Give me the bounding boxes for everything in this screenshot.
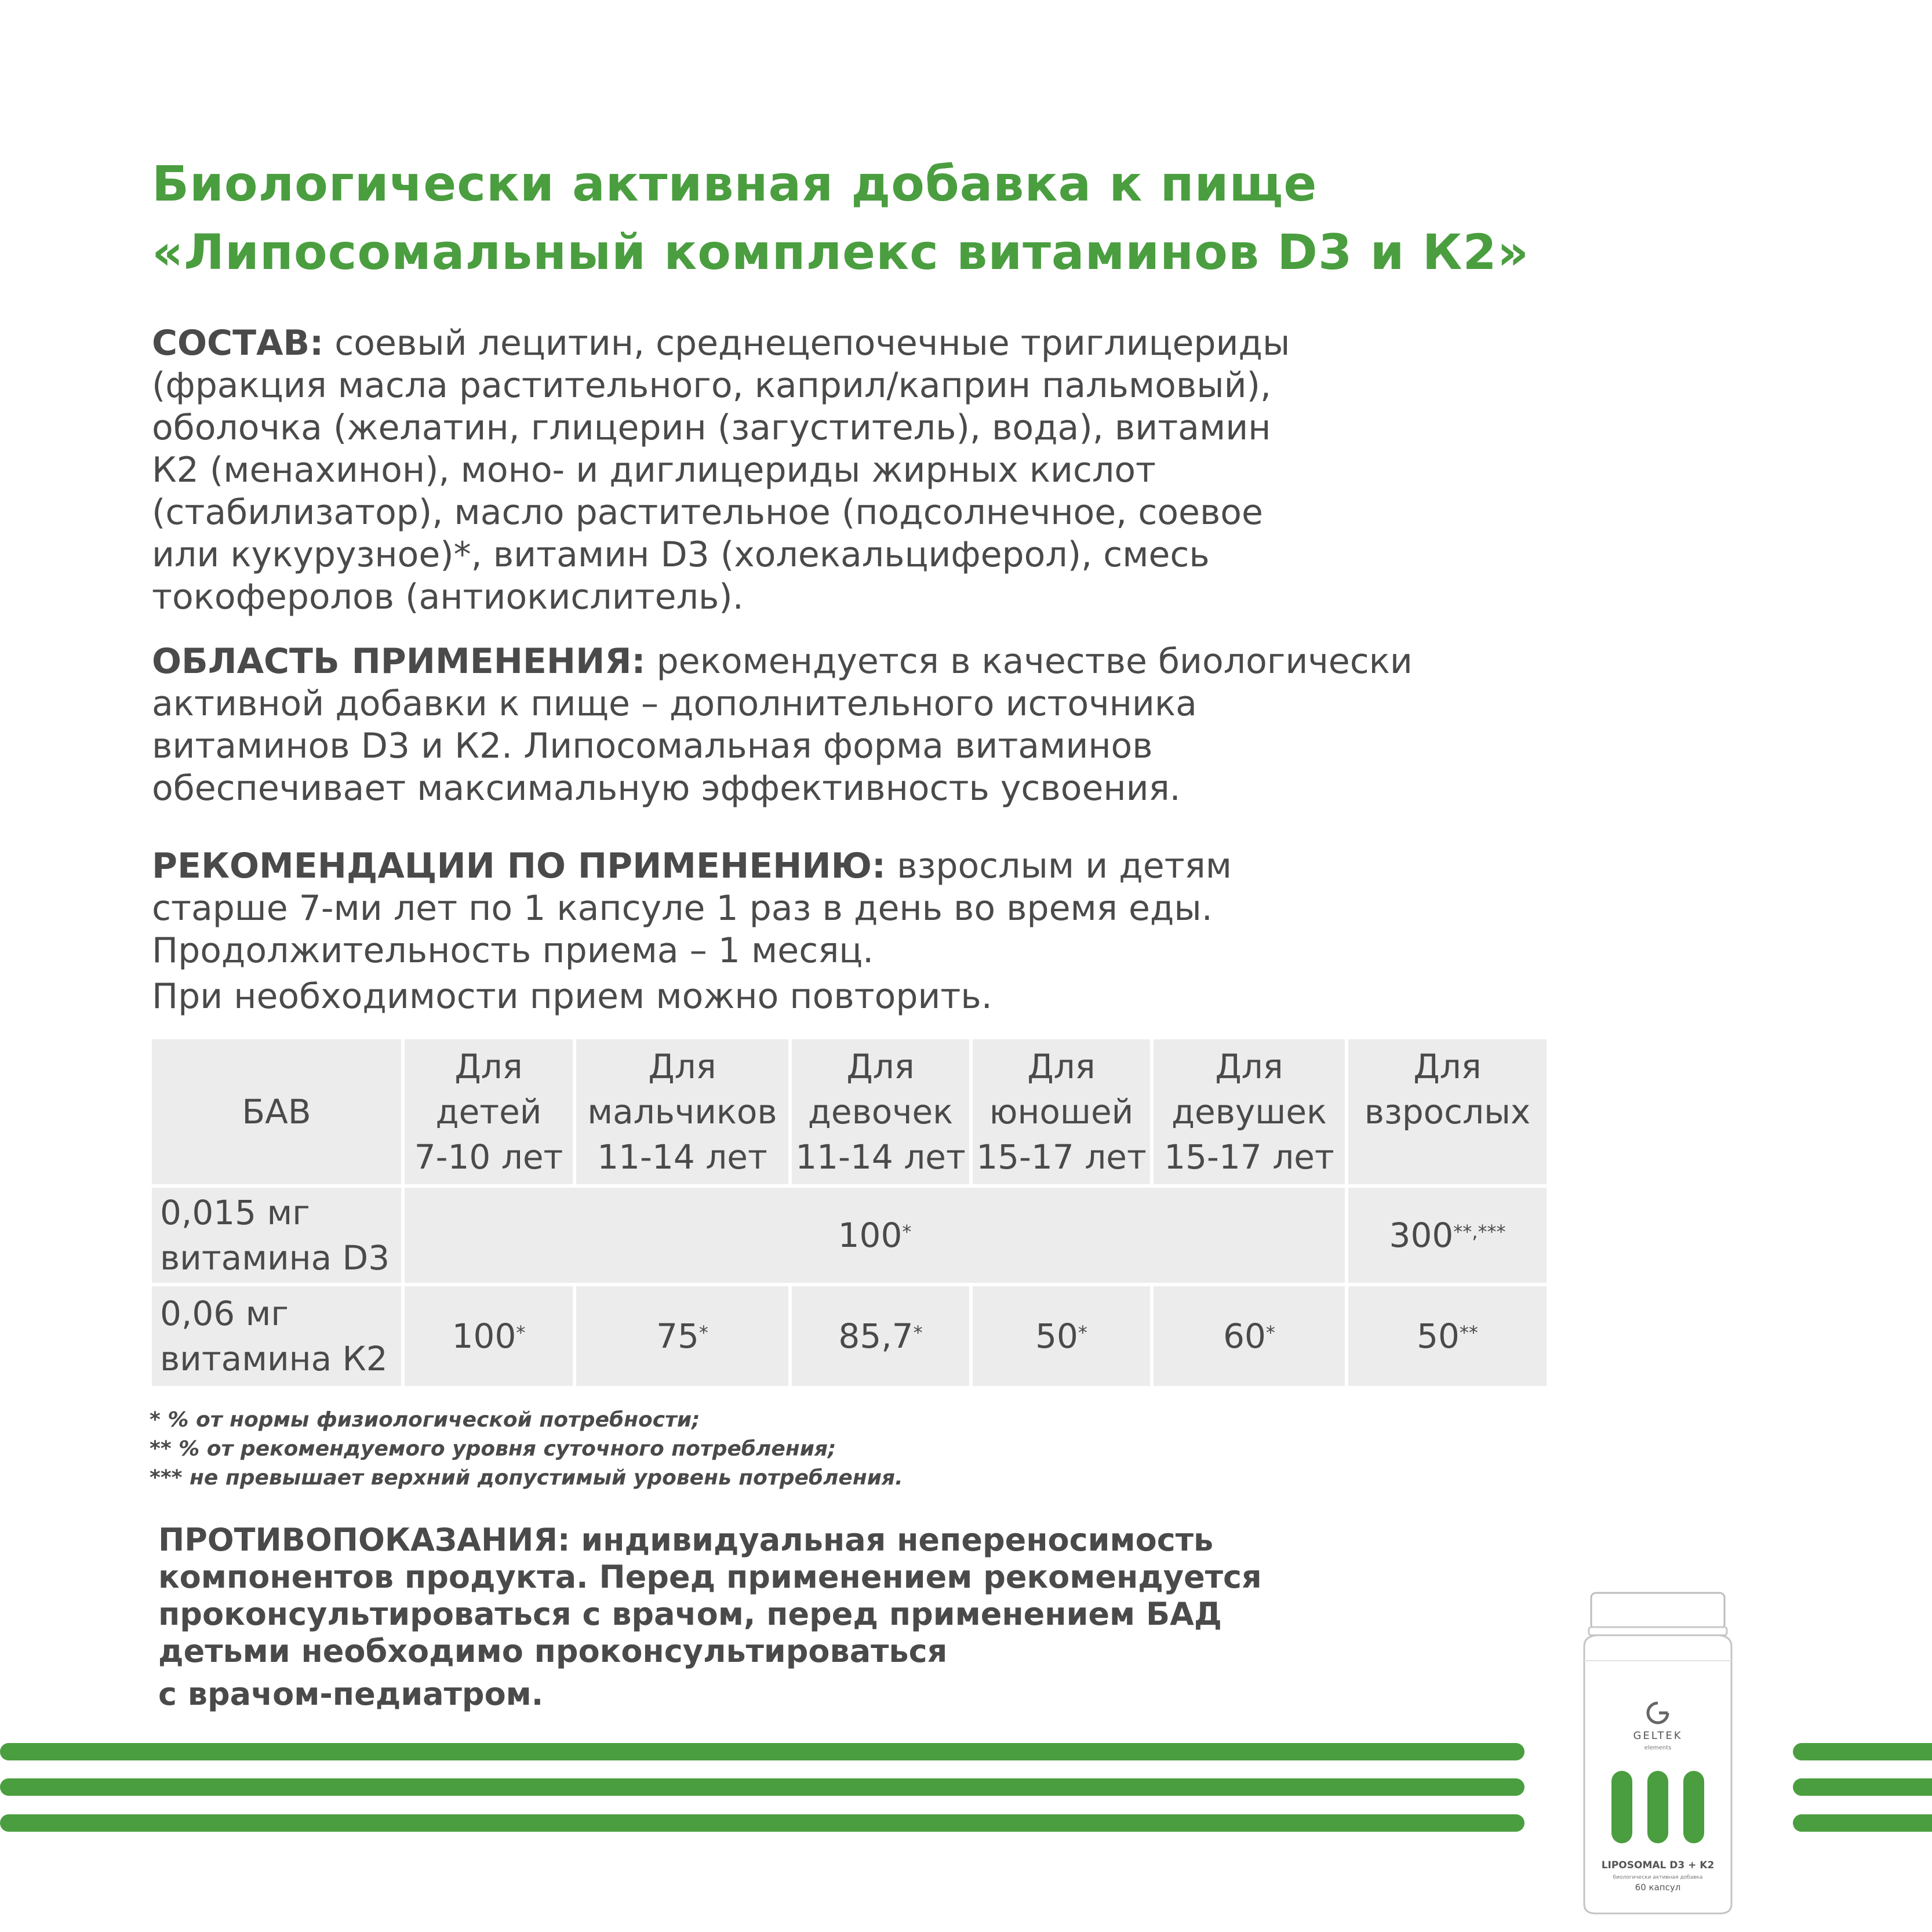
footnotes xyxy=(150,1406,903,1493)
stripe-right-1 xyxy=(1793,1743,1932,1760)
contraindications-line: с врачом-педиатром. xyxy=(158,1676,544,1712)
stripe-right-3 xyxy=(1793,1814,1932,1832)
bottle-product-name: LIPOSOMAL D3 + K2 xyxy=(1601,1860,1715,1871)
contraindications-text: индивидуальная непереносимость xyxy=(570,1522,1214,1558)
table-row-vitamin-k2 xyxy=(152,1286,1547,1386)
k2-value-cell: 60* xyxy=(1154,1286,1348,1386)
table-row-vitamin-d3 xyxy=(152,1188,1547,1286)
composition-section xyxy=(152,322,1601,618)
bottle-neck xyxy=(1589,1627,1727,1635)
recommendations-line: старше 7-ми лет по 1 капсуле 1 раз в день во время еды. xyxy=(152,888,1213,929)
table-header-row xyxy=(152,1039,1547,1188)
recommendations-line: Продолжительность приема – 1 месяц. xyxy=(152,930,874,971)
bottle-cap xyxy=(1591,1593,1724,1629)
composition-text: соевый лецитин, среднецепочечные триглицериды xyxy=(323,323,1290,363)
recommendations-text: взрослым и детям xyxy=(886,846,1232,886)
footnote-3: *** не превышает верхний допустимый уровень потребления. xyxy=(150,1466,903,1490)
footnote-2: ** % от рекомендуемого уровня суточного потребления; xyxy=(150,1437,836,1461)
d3-children-value: 100* xyxy=(405,1188,1348,1286)
stripe-left-2 xyxy=(0,1778,1525,1796)
row-label-k2: 0,06 мг витамина К2 xyxy=(152,1286,405,1386)
usage-area-section xyxy=(152,641,1601,810)
page-title xyxy=(152,150,1601,286)
usage-area-label: ОБЛАСТЬ ПРИМЕНЕНИЯ: xyxy=(152,641,646,682)
footnote-1: * % от нормы физиологической потребности; xyxy=(150,1408,700,1432)
usage-area-line: обеспечивает максимальную эффективность усвоения. xyxy=(152,768,1181,809)
capsule-icon xyxy=(1647,1771,1668,1843)
product-bottle-image xyxy=(1574,1591,1742,1916)
d3-adult-value: 300**,*** xyxy=(1348,1188,1547,1286)
contraindications-section xyxy=(158,1522,1376,1713)
bottle-sub: elements xyxy=(1644,1745,1672,1751)
recommendations-label: РЕКОМЕНДАЦИИ ПО ПРИМЕНЕНИЮ: xyxy=(152,846,886,886)
k2-value-cell: 100* xyxy=(405,1286,576,1386)
bottle-count: 60 капсул xyxy=(1635,1882,1681,1893)
composition-line: оболочка (желатин, глицерин (загуститель), вода), витамин xyxy=(152,407,1271,448)
usage-area-text: рекомендуется в качестве биологически xyxy=(645,641,1413,682)
header-children-7-10: Для детей 7-10 лет xyxy=(405,1039,576,1188)
capsule-icon xyxy=(1611,1771,1632,1843)
composition-line: или кукурузное)*, витамин D3 (холекальциферол), смесь xyxy=(152,534,1210,575)
composition-label: СОСТАВ: xyxy=(152,323,324,363)
recommendations-section xyxy=(152,845,1601,1018)
bottle-brand: GELTEK xyxy=(1633,1730,1683,1742)
composition-line: (стабилизатор), масло растительное (подсолнечное, соевое xyxy=(152,492,1263,533)
composition-line: (фракция масла растительного, каприл/каприн пальмовый), xyxy=(152,365,1272,406)
composition-line: К2 (менахинон), моно- и диглицериды жирных кислот xyxy=(152,450,1156,490)
k2-value-cell: 50** xyxy=(1348,1286,1547,1386)
usage-area-line: витаминов D3 и К2. Липосомальная форма витаминов xyxy=(152,726,1153,766)
header-adults: Для взрослых xyxy=(1348,1039,1547,1188)
recommendations-line: При необходимости прием можно повторить. xyxy=(152,976,992,1017)
capsule-icon xyxy=(1683,1771,1704,1843)
contraindications-line: детьми необходимо проконсультироваться xyxy=(158,1633,948,1669)
usage-area-line: активной добавки к пище – дополнительного источника xyxy=(152,683,1197,724)
contraindications-line: проконсультироваться с врачом, перед применением БАД xyxy=(158,1596,1222,1632)
header-boys-11-14: Для мальчиков 11-14 лет xyxy=(576,1039,792,1188)
title-line-1: Биологически активная добавка к пище xyxy=(152,155,1318,212)
title-line-2: «Липосомальный комплекс витаминов D3 и К2» xyxy=(152,224,1530,281)
k2-value-cell: 85,7* xyxy=(792,1286,973,1386)
contraindications-label: ПРОТИВОПОКАЗАНИЯ: xyxy=(158,1522,570,1558)
header-youths-15-17: Для юношей 15-17 лет xyxy=(973,1039,1154,1188)
composition-line: токоферолов (антиокислитель). xyxy=(152,577,744,617)
k2-value-cell: 50* xyxy=(973,1286,1154,1386)
bottle-description: биологически активная добавка xyxy=(1613,1875,1703,1880)
table-corner-cell: БАВ xyxy=(152,1039,405,1188)
k2-value-cell: 75* xyxy=(576,1286,792,1386)
row-label-d3: 0,015 мг витамина D3 xyxy=(152,1188,405,1286)
stripe-right-2 xyxy=(1793,1778,1932,1796)
header-young-women-15-17: Для девушек 15-17 лет xyxy=(1154,1039,1348,1188)
header-girls-11-14: Для девочек 11-14 лет xyxy=(792,1039,973,1188)
stripe-left-3 xyxy=(0,1814,1525,1832)
contraindications-line: компонентов продукта. Перед применением рекомендуется xyxy=(158,1559,1262,1595)
stripe-left-1 xyxy=(0,1743,1525,1760)
dosage-table xyxy=(152,1039,1547,1386)
